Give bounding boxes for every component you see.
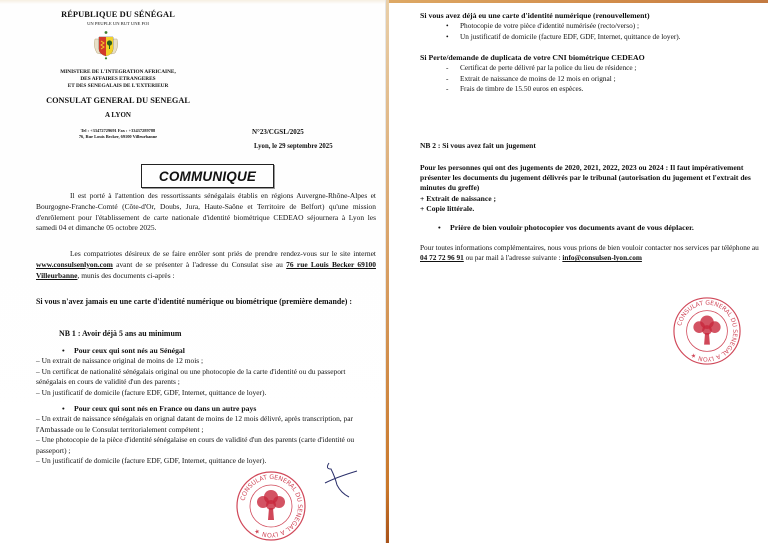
list-item: • Un justificatif de domicile (facture EDF, GDF, Internet, quittance de loyer). [446,32,681,43]
communique-title: COMMUNIQUE [158,168,257,184]
judgment-line: + Copie littérale. [420,203,475,213]
consulate-contact [28,128,208,140]
judgment-requirements [420,163,760,214]
nb1-note: NB 1 : Avoir déjà 5 ans au minimum [59,329,182,338]
contact-paragraph [420,243,760,263]
phone-fax: Tel : +33472729691 Fax : +33437289788 [80,128,156,133]
first-request-heading: Si vous n'avez jamais eu une carte d'identité numérique ou biométrique (première demande) : [36,297,352,306]
photocopy-reminder [438,223,694,232]
republic-title: RÉPUBLIQUE DU SÉNÉGAL [61,10,175,19]
appointment-paragraph [36,249,376,281]
judgment-line: Pour les personnes qui ont des jugements de 2020, 2021, 2022, 2023 ou 2024 : Il faut impérativement présenter les documents du jugement délivrés par le tribunal (autorisation du jugement et l'extrait des minutes du greffe) [420,163,751,193]
consulate-name: CONSULAT GENERAL DU SENEGAL [46,96,190,105]
list-item: - Certificat de perte délivré par la police du lieu de résidence ; [446,63,636,74]
list-item: – Un extrait de naissance original de moins de 12 mois ; [36,356,204,365]
born-abroad-heading [62,404,256,413]
list-item: - Extrait de naissance de moins de 12 mois en orignal ; [446,74,636,85]
coat-of-arms-icon [92,30,120,60]
svg-text:CONSULAT GENERAL DU SENEGAL A: CONSULAT GENERAL DU SENEGAL A LYON ★ [676,299,739,363]
nb2-note [420,141,536,150]
intro-paragraph: Il est porté à l'attention des ressortissants sénégalais établis en régions Auvergne-Rhône-Alpes et Bourgogne-Franche-Comté (Côte-d'Or, Doubs, Jura, Haute-Saône et Territoire de Belfort) qu'une mission d'enrôlement pour l'établissement de carte nationale d'identité biométrique CEDEAO séjournera à Lyon les samedi 04 et dimanche 05 octobre 2025. [36,191,376,233]
consulate-address: 76, Rue Louis Becker, 69100 Villeurbanne [78,134,158,140]
national-motto: UN PEUPLE UN BUT UNE FOI [87,21,149,26]
ministry-line: ET DES SENEGALAIS DE L'EXTERIEUR [67,83,169,89]
phone-number[interactable]: 04 72 72 96 91 [420,253,464,263]
nb2-text: : Si vous avez fait un jugement [436,141,536,150]
reference-number: N°23/CGSL/2025 [252,128,304,136]
list-item: – Une photocopie de la pièce d'identité sénégalaise en cours de validité d'un des parents (carte d'identité ou passeport) ; [36,435,355,455]
list-item: – Un justificatif de domicile (facture EDF, GDF, Internet, quittance de loyer). [36,456,267,466]
reminder-text: Prière de bien vouloir photocopier vos documents avant de vous déplacer. [450,223,694,232]
renewal-heading: Si vous avez déjà eu une carte d'identité numérique (renouvellement) [420,11,650,20]
ministry-name [28,69,208,90]
bullet-icon: • [438,223,441,232]
paragraph-text: , munis des documents ci-après : [77,270,175,280]
svg-text:CONSULAT GENERAL DU SENEGAL A: CONSULAT GENERAL DU SENEGAL A LYON ★ [239,473,304,539]
consulate-stamp-icon [235,470,307,542]
duplicate-list [446,63,636,95]
document-date: Lyon, le 29 septembre 2025 [254,143,333,150]
paragraph-text: Les compatriotes désireux de se faire enrôler sont priés de prendre rendez-vous sur le site internet [70,249,376,258]
contact-text: Pour toutes informations complémentaires, nous vous prions de bien vouloir contacter nos services par téléphone au [420,243,759,252]
born-senegal-list [36,356,376,398]
list-item: - Frais de timbre de 15.50 euros en espèces. [446,84,636,95]
website-link[interactable]: www.consulsenlyon.com [36,259,113,269]
judgment-line: + Extrait de naissance ; [420,193,497,203]
bullet-icon: • [62,346,65,355]
consulate-address-link: 76 rue Louis Becker 69100 Villeurbanne [36,259,376,280]
list-item: – Un certificat de nationalité sénégalais original ou une photocopie de la carte d'identité ou du passeport sénégalais en cours de validité d'un des parents ; [36,366,346,387]
signature-icon [323,459,363,499]
consulate-city: A LYON [104,111,131,119]
renewal-list [446,21,681,42]
communique-title-box [141,164,274,188]
ministry-line: DES AFFAIRES ETRANGERES [80,76,156,82]
bullet-icon: • [62,404,65,413]
right-page [386,0,768,543]
list-item: – Un justificatif de domicile (facture EDF, GDF, Internet, quittance de loyer). [36,387,267,397]
nb2-label: NB 2 [420,141,437,150]
contact-text: ou par mail à l'adresse suivante : [463,253,563,263]
consulate-stamp-icon [672,296,742,366]
list-item: • Photocopie de votre pièce d'identité numérisée (recto/verso) ; [446,21,681,32]
paragraph-text: avant de se présenter à l'adresse du Consulat sise au [112,259,287,269]
heading-text: Pour ceux qui sont nés au Sénégal [74,346,185,355]
born-senegal-heading [62,346,185,355]
list-item: – Un extrait de naissance sénégalais en orignal datant de moins de 12 mois délivré, après transcription, par l'Ambassade ou le Consulat territorialement compétent ; [36,414,354,434]
ministry-line: MINISTERE DE L'INTEGRATION AFRICAINE, [60,69,176,75]
email-link[interactable]: info@consulsen-lyon.com [562,253,642,263]
heading-text: Pour ceux qui sont nés en France ou dans un autre pays [74,404,257,413]
duplicate-heading: Si Perte/demande de duplicata de votre CNI biométrique CEDEAO [420,53,645,62]
